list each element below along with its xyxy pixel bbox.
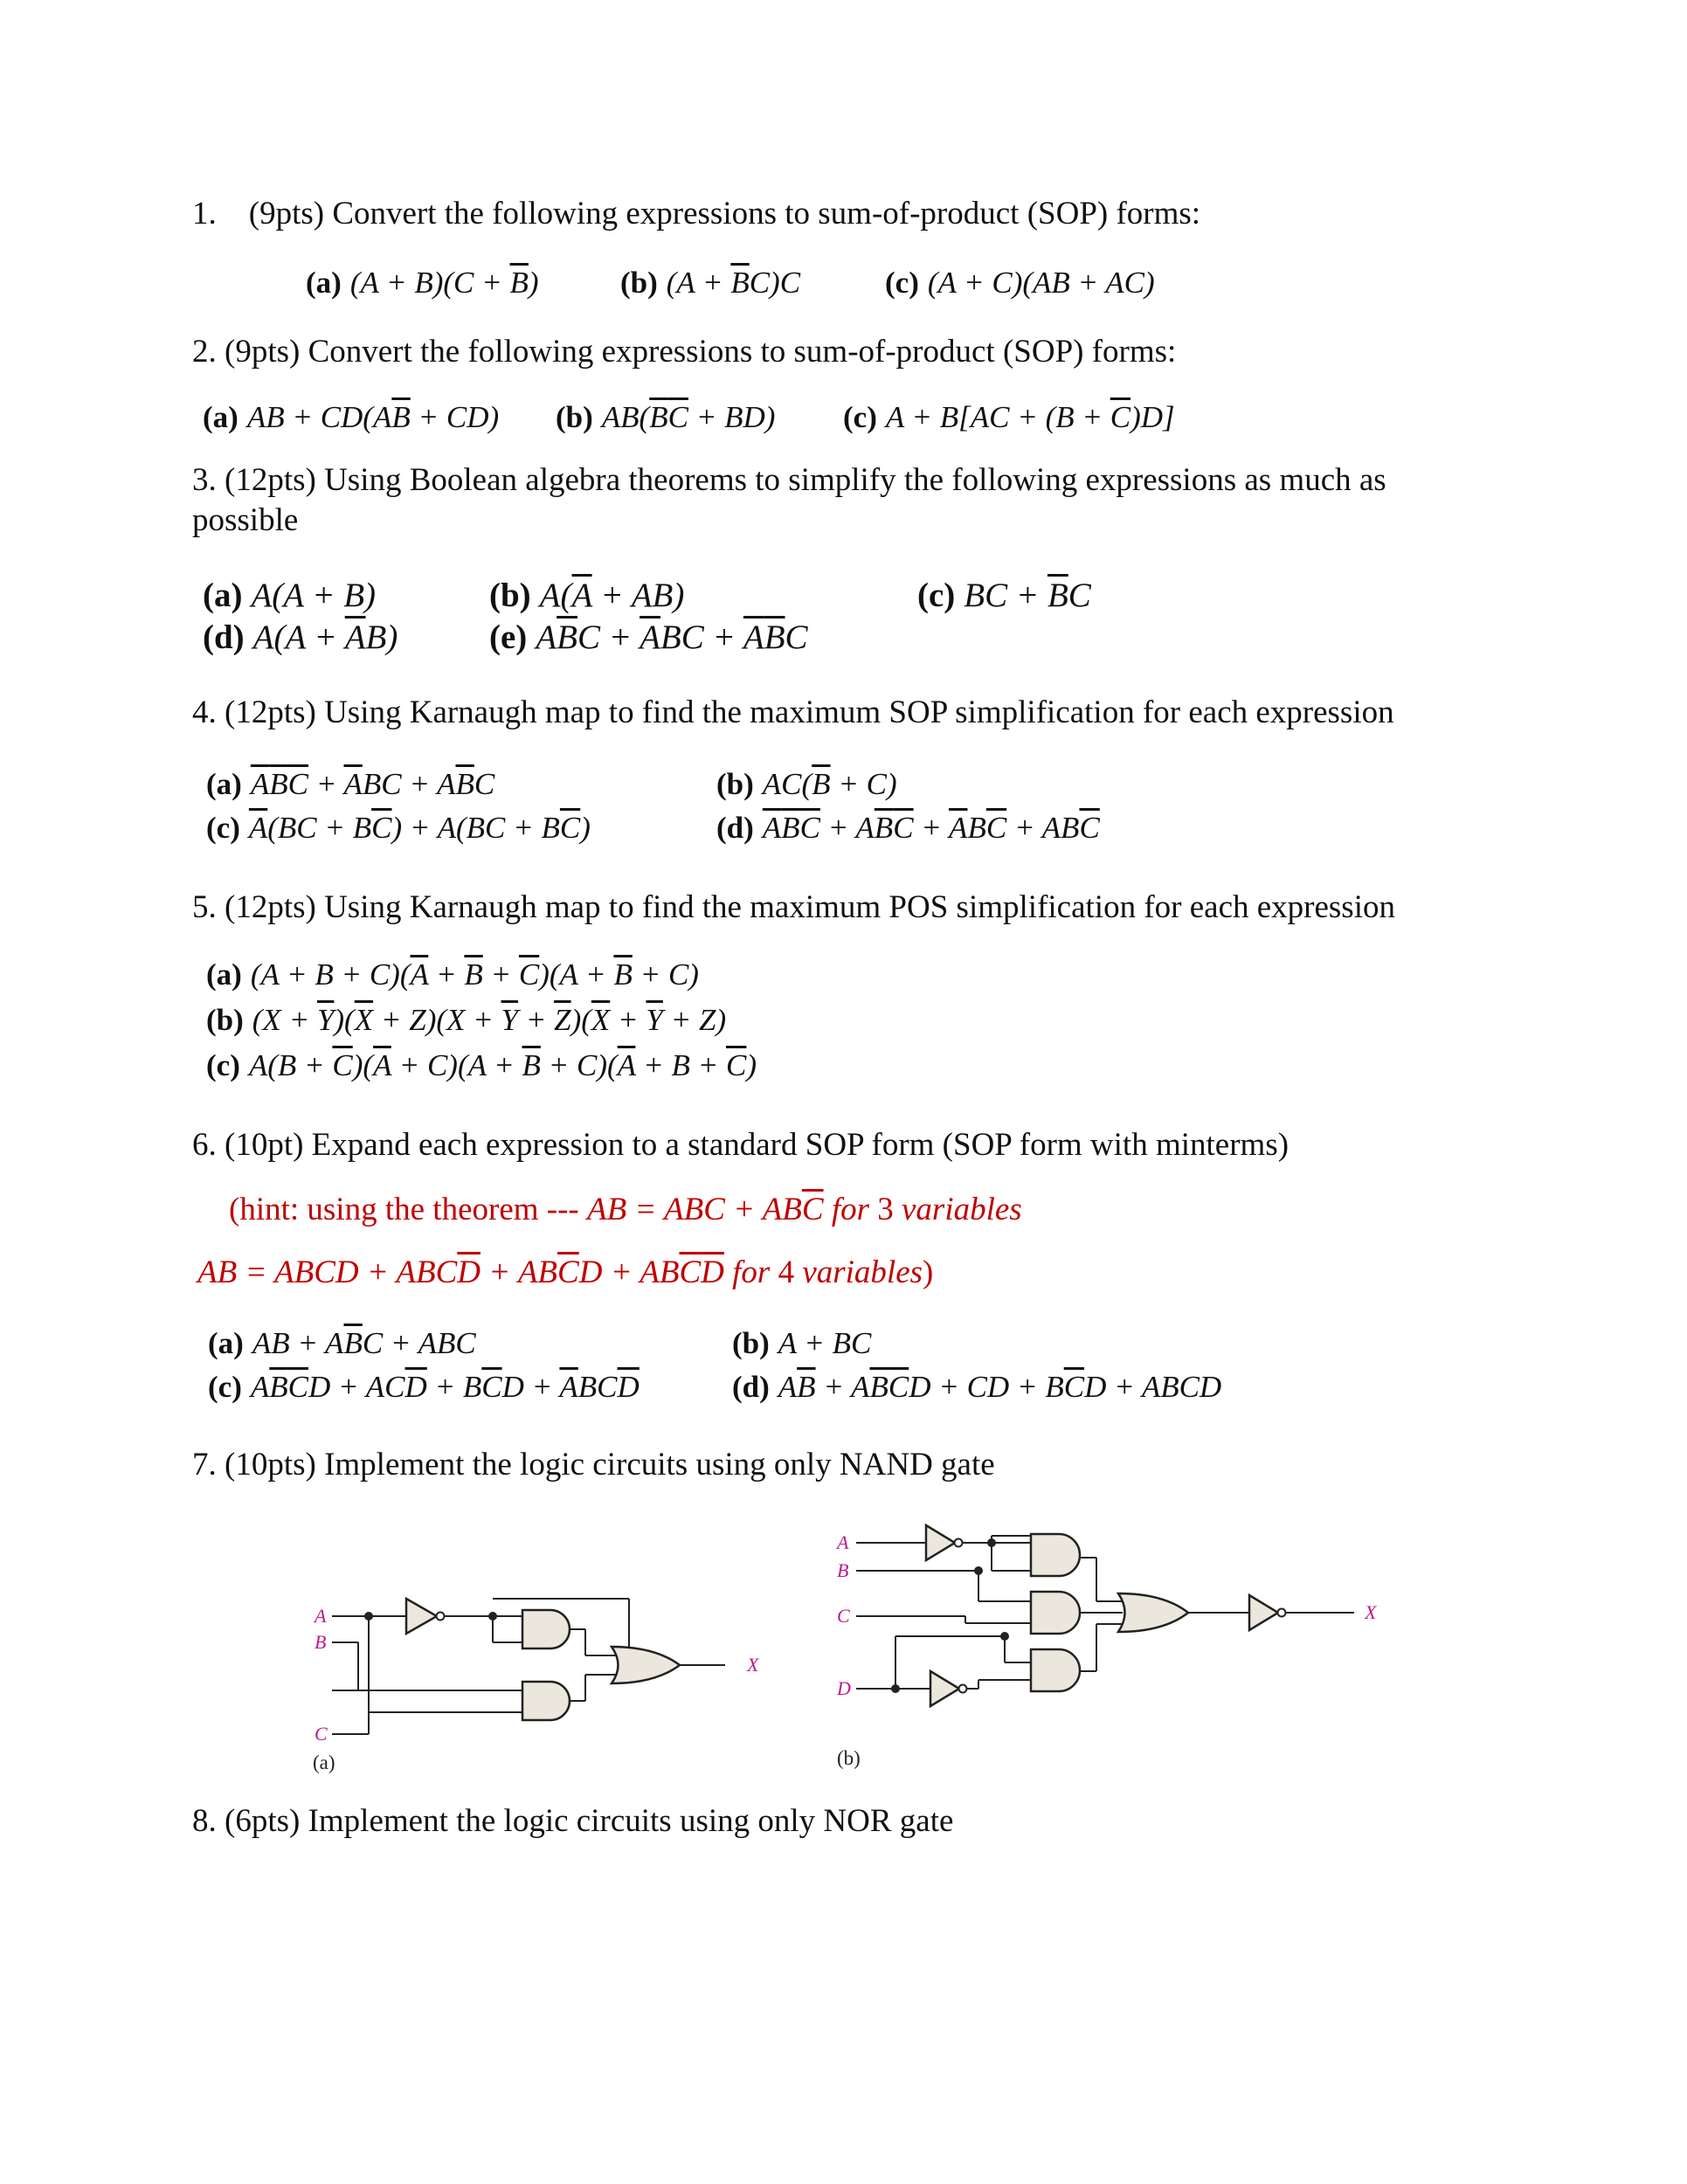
- junction-dot: [987, 1538, 996, 1547]
- not-gate: [1249, 1595, 1286, 1630]
- q4-a-term: +: [308, 767, 344, 801]
- q5-a-bar: $\overline{A}$: [410, 957, 429, 992]
- q3-part-e: [489, 619, 808, 657]
- q3-c-label: (c): [917, 577, 956, 614]
- q1-a-bar: $\overline{B}$: [509, 266, 529, 300]
- q6-c-bar: $\overline{D}$: [617, 1370, 640, 1404]
- question-8: 8. (6pts) Implement the logic circuits using only NOR gate: [192, 1803, 954, 1839]
- hint-bar: $\overline{D}$: [701, 1254, 724, 1290]
- q3-d-label: (d): [203, 619, 245, 656]
- q6-part-d: [732, 1368, 1221, 1406]
- q1-a-label: (a): [306, 266, 342, 300]
- q1-c-expr: (A + C)(AB + AC): [927, 266, 1155, 300]
- q4-a-term: BC +: [362, 767, 438, 801]
- hint-bar: $\overline{C}$: [801, 1192, 824, 1227]
- q5-b-bar: $\overline{Y}$: [501, 1003, 518, 1037]
- q4-a-bar: $\overline{B}$: [269, 767, 288, 801]
- q2-part-c: [843, 398, 1175, 437]
- q5-c-term: ): [746, 1048, 757, 1082]
- and-gate: [1031, 1649, 1080, 1691]
- q3-d-expr-end: B): [365, 619, 398, 656]
- q5-a-term: + C): [632, 957, 699, 992]
- q4-c-term: ): [580, 811, 591, 845]
- input-label-b: B: [837, 1559, 849, 1581]
- q5-b-bar: $\overline{Y}$: [316, 1003, 335, 1037]
- q3-a-expr: A(A + B): [251, 577, 377, 614]
- question-4: 4. (12pts) Using Karnaugh map to find the maximum SOP simplification for each expression: [192, 695, 1394, 730]
- q4-d-bar: $\overline{A}$: [949, 811, 968, 845]
- q3-b-bar: $\overline{A}$: [571, 577, 592, 614]
- q3-d-expr: A(A +: [252, 619, 345, 656]
- q3-e-term: C: [785, 619, 808, 656]
- q3-part-c: [917, 577, 1091, 615]
- q5-b-bar: $\overline{Y}$: [646, 1003, 663, 1037]
- q5-a-term: (A + B + C)(: [250, 957, 411, 992]
- q3-b-expr-end: + AB): [591, 577, 685, 614]
- junction-dot: [891, 1684, 900, 1693]
- q3-e-bar: $\overline{B}$: [557, 619, 577, 656]
- q3-a-label: (a): [203, 577, 243, 614]
- q4-d-term: +: [913, 811, 950, 845]
- q4-a-bar: $\overline{C}$: [287, 767, 308, 801]
- not-gate: [406, 1599, 445, 1634]
- q6-c-bar: $\overline{A}$: [559, 1370, 578, 1404]
- hint-number: 3: [869, 1192, 902, 1227]
- q5-b-term: + Z)(X +: [373, 1003, 501, 1037]
- q4-d-bar: $\overline{C}$: [799, 811, 820, 845]
- circuit-b-caption: (b): [837, 1747, 861, 1769]
- hint-math: D + AB: [578, 1254, 680, 1290]
- q5-c-bar: $\overline{C}$: [332, 1048, 353, 1082]
- and-gate: [522, 1682, 570, 1720]
- q4-d-bar: $\overline{B}$: [781, 811, 800, 845]
- input-label-c: C: [315, 1723, 328, 1745]
- input-label-b: B: [315, 1631, 327, 1653]
- hint-math: AB = ABC + AB: [586, 1192, 802, 1227]
- q6-a-term: AB + A: [252, 1326, 344, 1360]
- q4-c-bar: $\overline{A}$: [248, 811, 268, 845]
- q3-part-d: [203, 619, 398, 657]
- q4-part-d: [716, 809, 1100, 847]
- hint-math: for: [823, 1192, 869, 1227]
- q4-d-bar: $\overline{C}$: [1079, 811, 1100, 845]
- q6-d-bar: $\overline{B}$: [869, 1370, 888, 1404]
- q5-b-term: + Z): [662, 1003, 727, 1037]
- q5-c-bar: $\overline{A}$: [617, 1048, 636, 1082]
- and-gate: [522, 1610, 570, 1648]
- input-label-a: A: [837, 1531, 849, 1553]
- q3-e-term: A: [536, 619, 557, 656]
- q3-c-expr-end: C: [1068, 577, 1091, 614]
- q5-b-term: )(: [570, 1003, 591, 1037]
- q4-a-term: C: [474, 767, 495, 801]
- q3-e-bar: $\overline{A}$: [640, 619, 660, 656]
- q3-e-label: (e): [489, 619, 528, 656]
- q4-d-term: + AB: [1006, 811, 1080, 845]
- q2-b-expr-end: + BD): [688, 400, 776, 434]
- q4-c-term: (BC + B: [267, 811, 372, 845]
- q4-a-label: (a): [206, 767, 242, 801]
- q5-a-term: +: [428, 957, 465, 992]
- q6-part-c: [208, 1368, 640, 1406]
- q5-b-bar: $\overline{X}$: [354, 1003, 374, 1037]
- q3-b-label: (b): [489, 577, 531, 614]
- q3-part-b: [489, 577, 684, 615]
- q3-d-bar: $\overline{A}$: [344, 619, 366, 656]
- q5-a-bar: $\overline{B}$: [613, 957, 633, 992]
- q6-c-label: (c): [208, 1370, 242, 1404]
- q1-part-b: [620, 264, 800, 302]
- q3-e-term: C +: [577, 619, 640, 656]
- q4-c-label: (c): [206, 811, 240, 845]
- q5-a-bar: $\overline{B}$: [464, 957, 483, 992]
- q5-c-term: )(: [352, 1048, 374, 1082]
- q4-b-term: AC(: [762, 767, 812, 801]
- q6-c-term: + B: [426, 1370, 482, 1404]
- q5-b-term: )(: [334, 1003, 355, 1037]
- q5-c-term: + B +: [635, 1048, 727, 1082]
- q3-part-a: [203, 577, 376, 615]
- q5-b-label: (b): [206, 1003, 244, 1037]
- q6-part-b: [732, 1324, 871, 1363]
- hint-text: (hint: using the theorem ---: [229, 1192, 587, 1227]
- q3-e-bar: $\overline{A}$: [743, 619, 764, 656]
- q2-b-bar-2: $\overline{C}$: [667, 400, 688, 434]
- q6-b-expr: A + BC: [778, 1326, 872, 1360]
- q6-c-bar: $\overline{C}$: [481, 1370, 502, 1404]
- output-label-x: X: [747, 1654, 759, 1676]
- q4-c-bar: $\overline{C}$: [559, 811, 581, 845]
- q5-c-label: (c): [206, 1048, 240, 1082]
- input-label-d: D: [837, 1677, 851, 1699]
- junction-dot: [488, 1612, 497, 1621]
- junction-dot: [1000, 1632, 1009, 1641]
- q6-d-bar: $\overline{C}$: [1063, 1370, 1085, 1404]
- hint-math: + AB: [481, 1254, 558, 1290]
- q4-a-bar: $\overline{A}$: [343, 767, 363, 801]
- q6-c-bar: $\overline{B}$: [269, 1370, 288, 1404]
- q4-a-bar: $\overline{A}$: [250, 767, 270, 801]
- and-gate: [1031, 1534, 1080, 1576]
- q5-part-c: [206, 1047, 757, 1085]
- logic-circuit-a: [306, 1559, 778, 1778]
- q6-d-bar: $\overline{C}$: [888, 1370, 909, 1404]
- q4-d-bar: $\overline{B}$: [874, 811, 894, 845]
- q5-b-term: +: [517, 1003, 555, 1037]
- q4-d-term: B: [967, 811, 986, 845]
- hint-math: variables: [902, 1192, 1022, 1227]
- q2-c-bar: $\overline{C}$: [1110, 400, 1131, 434]
- hint-bar: $\overline{D}$: [457, 1254, 481, 1290]
- q6-c-term: BC: [577, 1370, 618, 1404]
- question-6: 6. (10pt) Expand each expression to a standard SOP form (SOP form with minterms): [192, 1127, 1289, 1163]
- q3-e-term: BC +: [660, 619, 743, 656]
- q5-part-a: [206, 956, 699, 994]
- q4-part-b: [716, 765, 897, 804]
- q4-part-c: [206, 809, 591, 847]
- q2-c-expr: A + B[AC + (B +: [885, 400, 1110, 434]
- q4-b-label: (b): [716, 767, 754, 801]
- q2-a-label: (a): [203, 400, 239, 434]
- q5-a-bar: $\overline{C}$: [518, 957, 540, 992]
- q5-a-label: (a): [206, 957, 242, 992]
- question-2: 2. (9pts) Convert the following expressions to sum-of-product (SOP) forms:: [192, 334, 1177, 370]
- junction-dot: [364, 1612, 373, 1621]
- or-gate: [612, 1647, 680, 1683]
- q6-c-bar: $\overline{C}$: [287, 1370, 308, 1404]
- q6-d-bar: $\overline{B}$: [797, 1370, 816, 1404]
- q2-a-bar: $\overline{B}$: [391, 400, 411, 434]
- q6-d-term: D + ABCD: [1084, 1370, 1222, 1404]
- q4-a-bar: $\overline{B}$: [455, 767, 474, 801]
- q6-c-term: D +: [501, 1370, 560, 1404]
- q6-d-label: (d): [732, 1370, 770, 1404]
- input-label-a: A: [315, 1605, 327, 1627]
- q2-b-label: (b): [556, 400, 593, 434]
- q5-b-term: (X +: [252, 1003, 317, 1037]
- q6-hint-line-1: [229, 1190, 1022, 1230]
- q2-part-a: [203, 398, 499, 437]
- q2-c-label: (c): [843, 400, 877, 434]
- q5-a-term: +: [482, 957, 519, 992]
- question-1: 1. (9pts) Convert the following expressions to sum-of-product (SOP) forms:: [192, 196, 1201, 232]
- q1-a-expr-end: ): [528, 266, 539, 300]
- q4-d-bar: $\overline{A}$: [762, 811, 782, 845]
- q2-part-b: [556, 398, 775, 437]
- question-3: 3. (12pts) Using Boolean algebra theorems to simplify the following expressions as much as possible: [192, 462, 1386, 538]
- hint-number: 4: [770, 1254, 803, 1290]
- q5-part-b: [206, 1001, 726, 1040]
- q2-c-expr-end: )D]: [1130, 400, 1175, 434]
- q4-d-bar: $\overline{C}$: [893, 811, 914, 845]
- q4-b-term: + C): [830, 767, 897, 801]
- q2-b-expr: AB(: [601, 400, 650, 434]
- q5-c-term: A(B +: [248, 1048, 333, 1082]
- logic-circuit-b: [830, 1510, 1389, 1772]
- q6-c-bar: $\overline{D}$: [404, 1370, 427, 1404]
- q6-c-term: A: [250, 1370, 270, 1404]
- q6-a-term: C + ABC: [362, 1326, 476, 1360]
- q4-c-bar: $\overline{C}$: [371, 811, 392, 845]
- q1-a-expr: (A + B)(C +: [349, 266, 510, 300]
- q4-d-bar: $\overline{C}$: [985, 811, 1007, 845]
- q6-c-term: D + AC: [308, 1370, 405, 1404]
- q5-b-bar: $\overline{Z}$: [554, 1003, 571, 1037]
- q4-a-term: A: [437, 767, 456, 801]
- q3-b-expr: A(: [539, 577, 572, 614]
- not-gate: [926, 1525, 963, 1560]
- q1-part-c: [885, 264, 1155, 302]
- q2-a-expr-end: + CD): [410, 400, 500, 434]
- question-5: 5. (12pts) Using Karnaugh map to find the maximum POS simplification for each expression: [192, 889, 1395, 925]
- q6-a-bar: $\overline{B}$: [343, 1326, 363, 1360]
- q1-b-expr: (A +: [666, 266, 731, 300]
- not-gate: [930, 1671, 967, 1706]
- q5-c-bar: $\overline{B}$: [522, 1048, 541, 1082]
- q1-b-bar: $\overline{B}$: [730, 266, 750, 300]
- q6-d-term: A: [778, 1370, 798, 1404]
- q4-d-term: + A: [819, 811, 875, 845]
- hint-text: ): [923, 1254, 934, 1290]
- q5-a-term: )(A +: [539, 957, 614, 992]
- q3-e-bar: $\overline{B}$: [764, 619, 785, 656]
- junction-dot: [974, 1566, 983, 1575]
- q6-d-term: + A: [815, 1370, 870, 1404]
- hint-math: AB = ABCD + ABC: [197, 1254, 458, 1290]
- hint-bar: $\overline{C}$: [557, 1254, 579, 1290]
- or-gate: [1118, 1593, 1188, 1632]
- hint-math: for: [723, 1254, 771, 1290]
- input-label-c: C: [837, 1605, 850, 1627]
- q6-part-a: [208, 1324, 476, 1363]
- q6-b-label: (b): [732, 1326, 770, 1360]
- and-gate: [1031, 1592, 1080, 1634]
- q5-c-bar: $\overline{A}$: [373, 1048, 391, 1082]
- q1-part-a: [306, 264, 539, 302]
- q2-a-expr: AB + CD(A: [246, 400, 392, 434]
- q5-b-term: +: [610, 1003, 646, 1037]
- q5-c-term: + C)(: [540, 1048, 618, 1082]
- question-7: 7. (10pts) Implement the logic circuits using only NAND gate: [192, 1447, 995, 1482]
- q6-d-term: D + CD + B: [909, 1370, 1064, 1404]
- q2-b-bar-1: $\overline{B}$: [649, 400, 668, 434]
- q4-b-bar: $\overline{B}$: [812, 767, 831, 801]
- q5-c-term: + C)(A +: [391, 1048, 522, 1082]
- hint-bar: $\overline{C}$: [679, 1254, 702, 1290]
- q5-c-bar: $\overline{C}$: [726, 1048, 747, 1082]
- hint-math: variables: [802, 1254, 923, 1290]
- q4-d-label: (d): [716, 811, 754, 845]
- q6-hint-line-2: [197, 1253, 933, 1293]
- q5-b-bar: $\overline{X}$: [591, 1003, 611, 1037]
- circuit-a-caption: (a): [313, 1752, 335, 1773]
- q1-c-label: (c): [885, 266, 919, 300]
- q4-part-a: [206, 765, 494, 804]
- q6-a-label: (a): [208, 1326, 244, 1360]
- q3-c-bar: $\overline{B}$: [1047, 577, 1068, 614]
- q4-c-term: ) + A(BC + B: [391, 811, 560, 845]
- q3-c-expr: BC +: [964, 577, 1047, 614]
- q1-b-expr-end: C)C: [749, 266, 801, 300]
- output-label-x: X: [1365, 1601, 1377, 1623]
- q1-b-label: (b): [620, 266, 658, 300]
